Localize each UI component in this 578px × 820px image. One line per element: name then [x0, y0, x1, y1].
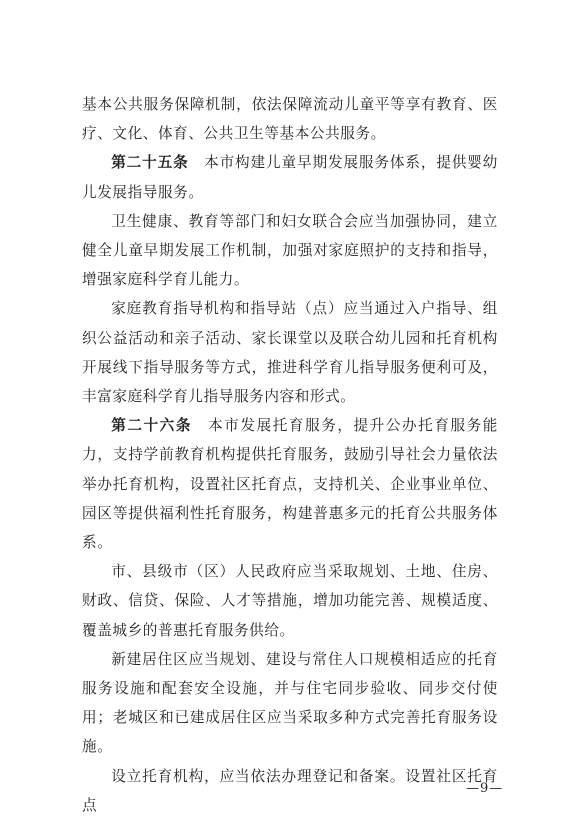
paragraph — [82, 90, 498, 148]
paragraph-text: 卫生健康、教育等部门和妇女联合会应当加强协同，建立健全儿童早期发展工作机制，加强对家庭照护的支持和指导，增强家庭科学育儿能力。 — [82, 212, 498, 289]
paragraph-text: 本市构建儿童早期发展服务体系，提供婴幼儿发展指导服务。 — [82, 154, 498, 201]
page-number: —9— — [466, 781, 504, 796]
article-25-paragraph — [82, 148, 498, 206]
paragraph-text: 新建居住区应当规划、建设与常住人口规模相适应的托育服务设施和配套安全设施，并与住宅同步验收、同步交付使用；老城区和已建成居住区应当采取多种方式完善托育服务设施。 — [82, 650, 498, 756]
paragraph — [82, 294, 498, 411]
body-text — [82, 90, 498, 820]
paragraph-text: 基本公共服务保障机制，依法保障流动儿童平等享有教育、医疗、文化、体育、公共卫生等基本公共服务。 — [82, 96, 498, 143]
article-26-paragraph — [82, 411, 498, 557]
article-title: 第二十五条 — [111, 154, 189, 172]
paragraph — [82, 207, 498, 295]
article-title: 第二十六条 — [111, 417, 192, 435]
paragraph — [82, 645, 498, 762]
paragraph — [82, 762, 498, 820]
paragraph-text: 设立托育机构，应当依法办理登记和备案。设置社区托育点 — [82, 767, 498, 814]
paragraph-text: 家庭教育指导机构和指导站（点）应当通过入户指导、组织公益活动和亲子活动、家长课堂以及联合幼儿园和托育机构开展线下指导服务等方式，推进科学育儿指导服务便利可及，丰富家庭科学育儿指导服务内容和形式。 — [82, 300, 498, 406]
paragraph-text: 市、县级市（区）人民政府应当采取规划、土地、住房、财政、信贷、保险、人才等措施，增加功能完善、规模适度、覆盖城乡的普惠托育服务供给。 — [82, 563, 498, 639]
paragraph — [82, 557, 498, 645]
paragraph-text: 本市发展托育服务，提升公办托育服务能力，支持学前教育机构提供托育服务，鼓励引导社会力量依法举办托育机构，设置社区托育点，支持机关、企业事业单位、园区等提供福利性托育服务，构建普惠多元的托育公共服务体系。 — [82, 417, 498, 552]
